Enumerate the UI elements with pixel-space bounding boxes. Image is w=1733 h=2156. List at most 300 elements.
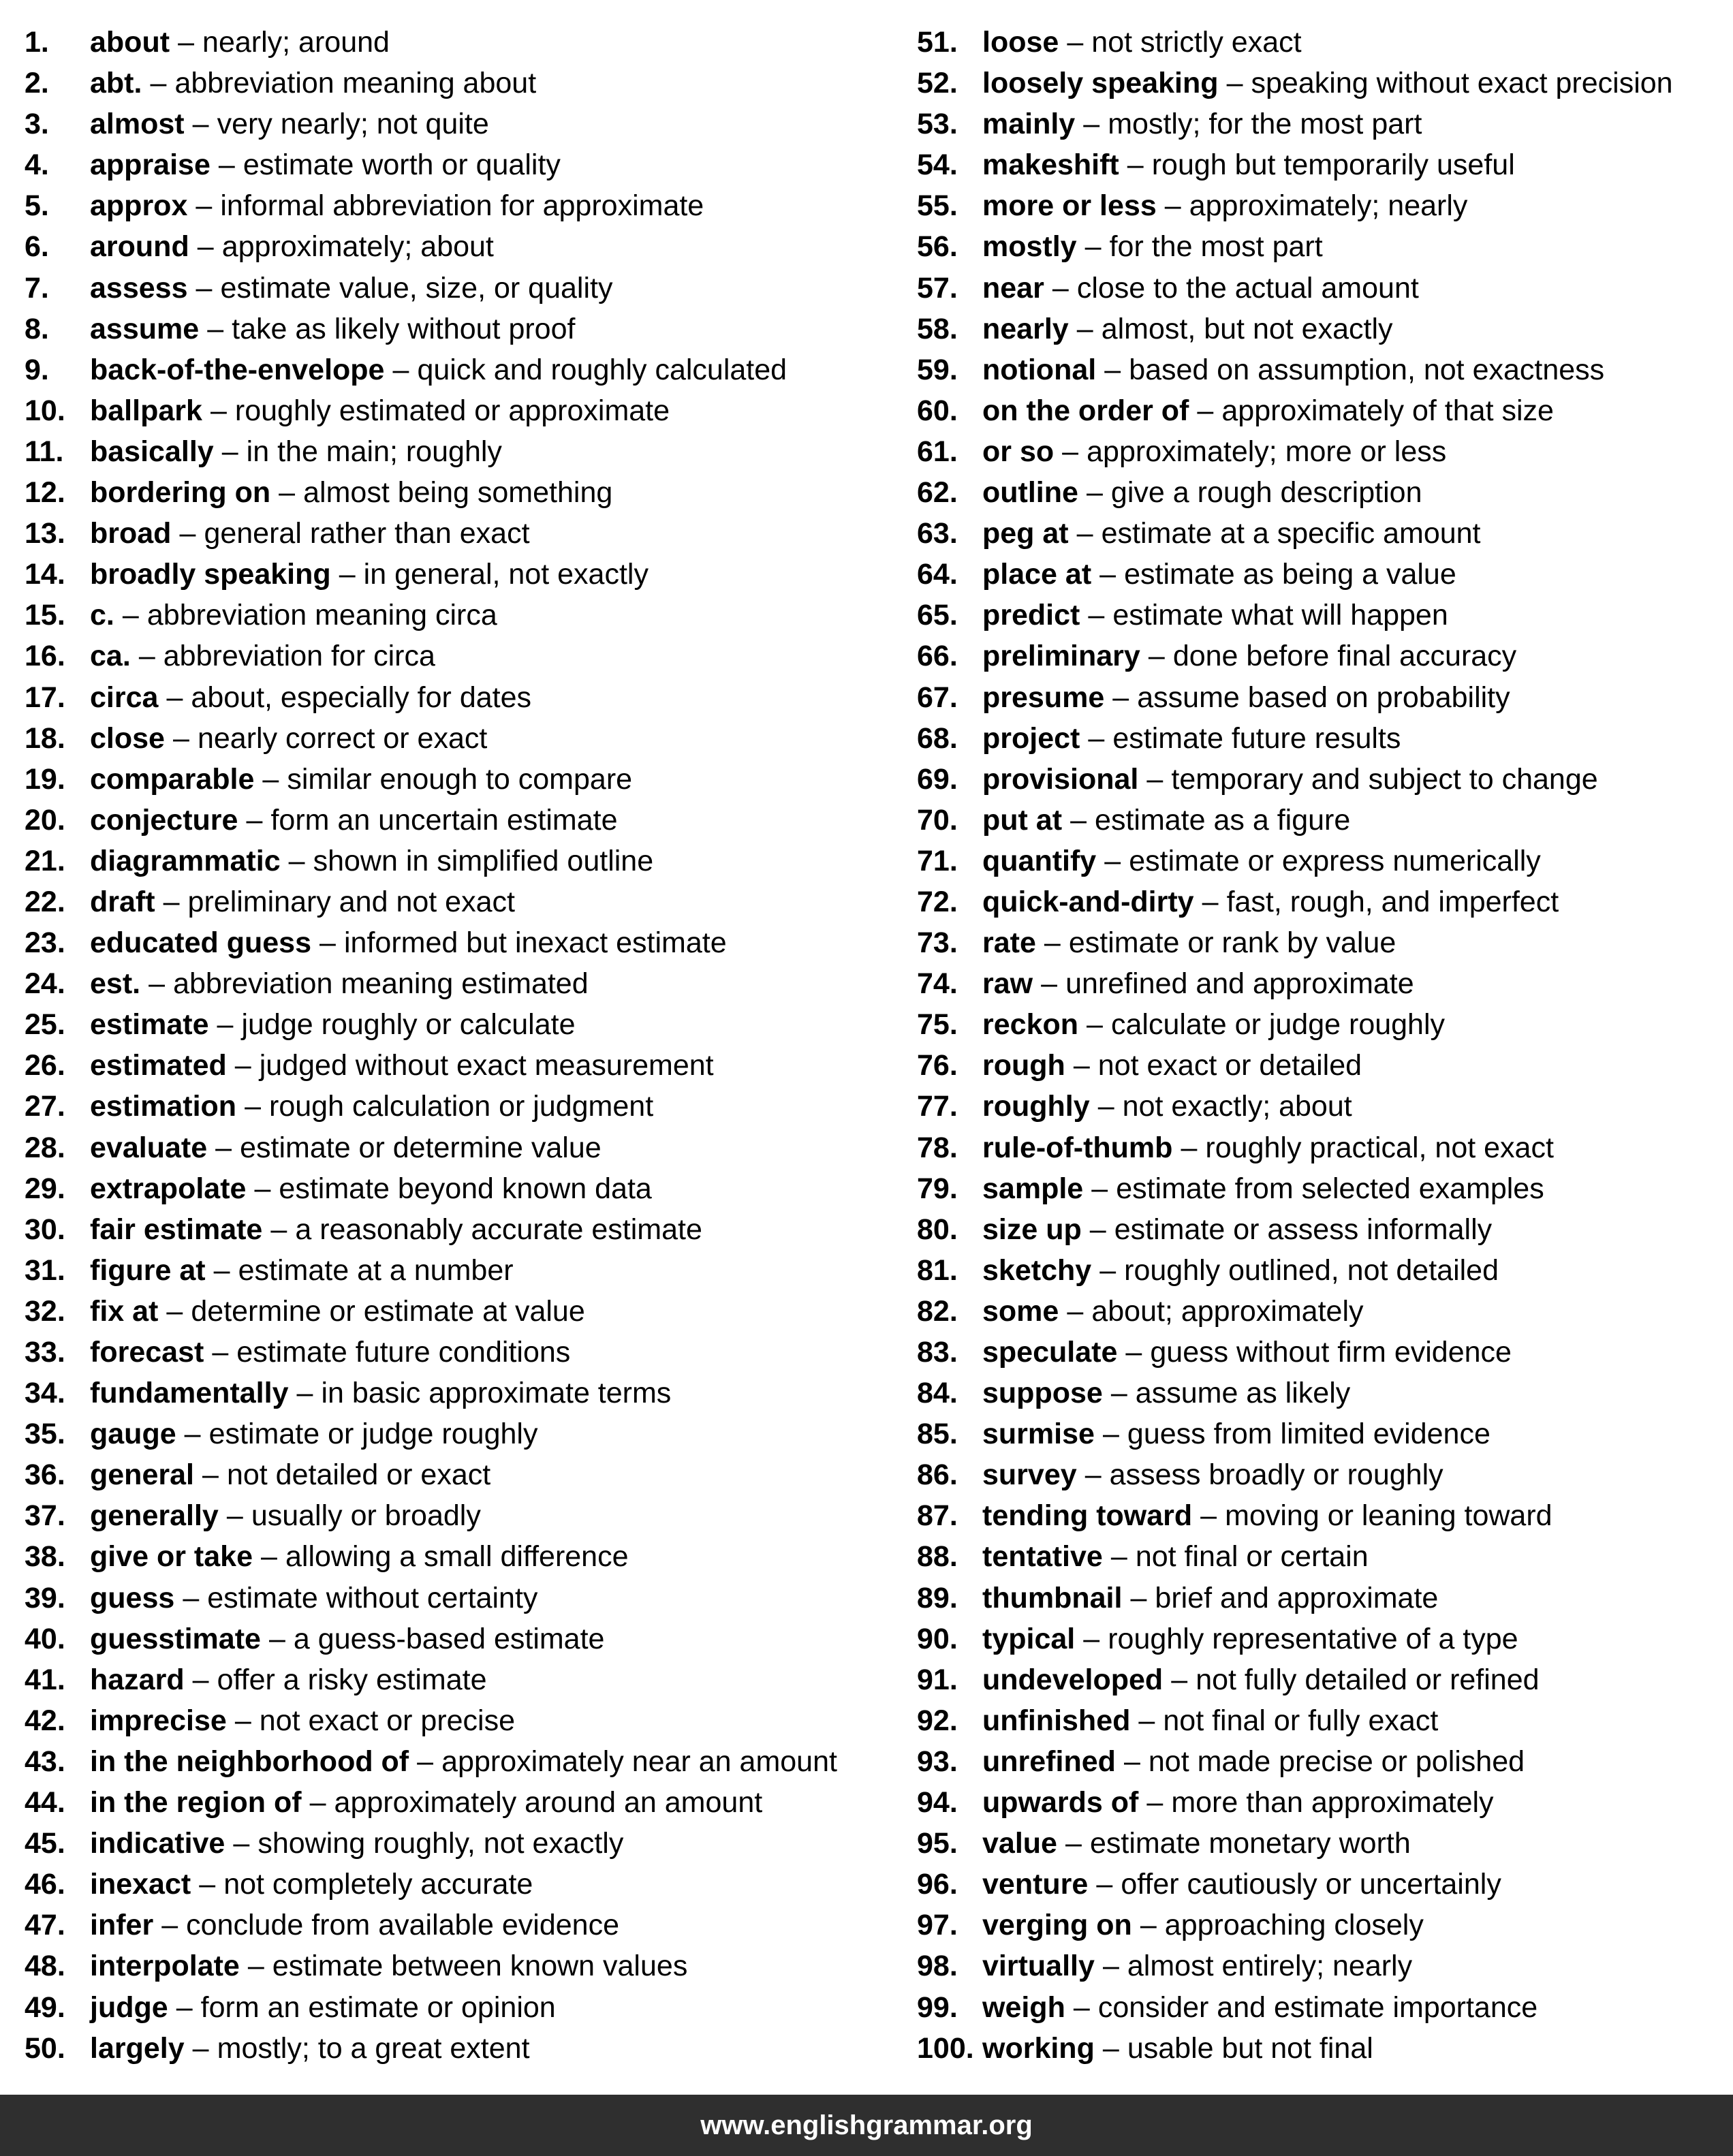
item-definition: fast, rough, and imperfect <box>1226 885 1559 918</box>
item-number: 94. <box>917 1786 958 1819</box>
item-term: about <box>90 26 170 59</box>
item-term: venture <box>982 1868 1089 1901</box>
item-definition: in basic approximate terms <box>321 1377 672 1410</box>
item-separator: – <box>192 2031 209 2065</box>
list-item <box>25 390 896 431</box>
item-number: 74. <box>917 967 958 1001</box>
item-number: 19. <box>25 762 65 796</box>
item-definition: estimate as a figure <box>1095 803 1351 837</box>
item-definition: not fully detailed or refined <box>1196 1663 1540 1696</box>
item-separator: – <box>1104 353 1121 386</box>
item-number: 15. <box>25 599 65 632</box>
item-definition: mostly; for the most part <box>1108 108 1422 141</box>
list-item <box>917 1495 1721 1536</box>
item-term: diagrammatic <box>90 844 281 877</box>
item-separator: – <box>1164 189 1181 223</box>
list-item <box>25 1700 896 1741</box>
item-definition: not final or fully exact <box>1163 1704 1439 1737</box>
item-number: 2. <box>25 67 49 100</box>
item-separator: – <box>247 1950 264 1983</box>
item-number: 89. <box>917 1581 958 1614</box>
list-item <box>25 63 896 104</box>
item-separator: – <box>196 189 213 223</box>
item-definition: form an uncertain estimate <box>270 803 618 837</box>
item-separator: – <box>234 1704 251 1737</box>
item-term: infer <box>90 1909 154 1942</box>
item-separator: – <box>234 1049 251 1082</box>
item-definition: approximately around an amount <box>334 1786 763 1819</box>
list-item <box>25 677 896 718</box>
list-item <box>25 718 896 759</box>
item-definition: estimate monetary worth <box>1089 1827 1411 1860</box>
list-item <box>917 1823 1721 1864</box>
item-term: generally <box>90 1499 219 1533</box>
item-term: guess <box>90 1581 175 1614</box>
item-term: interpolate <box>90 1950 240 1983</box>
item-definition: estimate worth or quality <box>243 149 561 182</box>
item-number: 90. <box>917 1622 958 1655</box>
list-item <box>25 1782 896 1823</box>
list-item <box>917 1127 1721 1168</box>
item-definition: moving or leaning toward <box>1225 1499 1552 1533</box>
list-item <box>917 185 1721 226</box>
item-number: 21. <box>25 844 65 877</box>
item-term: largely <box>90 2031 185 2065</box>
list-item <box>917 431 1721 472</box>
list-item <box>917 677 1721 718</box>
item-definition: rough but temporarily useful <box>1151 149 1515 182</box>
item-term: weigh <box>982 1990 1065 2024</box>
item-term: general <box>90 1458 194 1492</box>
item-definition: usually or broadly <box>251 1499 481 1533</box>
list-item <box>917 268 1721 309</box>
item-number: 57. <box>917 271 958 304</box>
item-term: sample <box>982 1172 1084 1205</box>
item-number: 23. <box>25 926 65 960</box>
item-number: 98. <box>917 1950 958 1983</box>
item-number: 32. <box>25 1294 65 1328</box>
item-term: thumbnail <box>982 1581 1123 1614</box>
list-item <box>25 1659 896 1700</box>
item-definition: estimate or express numerically <box>1129 844 1541 877</box>
item-term: conjecture <box>90 803 238 837</box>
item-separator: – <box>1073 1049 1090 1082</box>
item-number: 6. <box>25 230 49 264</box>
item-term: rough <box>982 1049 1065 1082</box>
item-number: 80. <box>917 1213 958 1246</box>
item-separator: – <box>1130 1581 1147 1614</box>
item-term: value <box>982 1827 1057 1860</box>
list-item <box>917 1209 1721 1250</box>
item-separator: – <box>339 558 356 591</box>
item-separator: – <box>1097 1090 1114 1123</box>
item-definition: quick and roughly calculated <box>417 353 787 386</box>
list-item <box>25 2028 896 2069</box>
item-separator: – <box>212 1336 229 1369</box>
item-separator: – <box>288 844 305 877</box>
item-number: 29. <box>25 1172 65 1205</box>
item-term: extrapolate <box>90 1172 247 1205</box>
item-definition: form an estimate or opinion <box>200 1990 556 2024</box>
item-separator: – <box>1138 1704 1155 1737</box>
item-term: outline <box>982 476 1078 510</box>
list-item <box>25 1373 896 1413</box>
list-item <box>25 1291 896 1332</box>
item-number: 53. <box>917 108 958 141</box>
footer-website-link[interactable]: www.englishgrammar.org <box>700 2110 1033 2140</box>
item-definition: nearly correct or exact <box>197 721 488 755</box>
item-separator: – <box>1099 558 1117 591</box>
item-term: on the order of <box>982 394 1189 427</box>
item-definition: mostly; to a great extent <box>217 2031 530 2065</box>
list-item <box>917 2028 1721 2069</box>
list-item <box>25 800 896 841</box>
item-separator: – <box>218 149 235 182</box>
item-term: figure at <box>90 1253 206 1287</box>
list-item <box>25 841 896 881</box>
item-term: gauge <box>90 1418 176 1451</box>
item-number: 83. <box>917 1336 958 1369</box>
list-item <box>917 759 1721 800</box>
list-item <box>917 390 1721 431</box>
item-definition: not final or certain <box>1135 1540 1369 1574</box>
item-number: 92. <box>917 1704 958 1737</box>
item-number: 11. <box>25 435 64 468</box>
item-definition: close to the actual amount <box>1076 271 1419 304</box>
item-number: 67. <box>917 681 958 714</box>
list-item <box>917 922 1721 963</box>
item-number: 27. <box>25 1090 65 1123</box>
item-definition: almost being something <box>303 476 613 510</box>
item-number: 45. <box>25 1827 65 1860</box>
item-definition: judged without exact measurement <box>259 1049 714 1082</box>
item-separator: – <box>1102 1950 1119 1983</box>
item-definition: approximately; nearly <box>1189 189 1468 223</box>
list-item <box>25 1495 896 1536</box>
list-item <box>917 1291 1721 1332</box>
list-item <box>25 268 896 309</box>
item-term: guesstimate <box>90 1622 261 1655</box>
item-term: peg at <box>982 517 1069 550</box>
item-definition: roughly estimated or approximate <box>234 394 670 427</box>
item-number: 34. <box>25 1377 65 1410</box>
item-separator: – <box>221 435 238 468</box>
item-separator: – <box>1123 1745 1140 1778</box>
item-number: 71. <box>917 844 958 877</box>
list-item <box>917 841 1721 881</box>
list-item <box>917 1619 1721 1659</box>
item-number: 82. <box>917 1294 958 1328</box>
item-separator: – <box>1052 271 1069 304</box>
item-separator: – <box>1086 476 1103 510</box>
item-number: 36. <box>25 1458 65 1492</box>
item-number: 76. <box>917 1049 958 1082</box>
item-term: mostly <box>982 230 1077 264</box>
item-definition: guess from limited evidence <box>1127 1418 1490 1451</box>
list-item <box>917 1987 1721 2028</box>
item-number: 88. <box>917 1540 958 1574</box>
item-term: close <box>90 721 165 755</box>
list-item <box>917 1864 1721 1905</box>
item-number: 81. <box>917 1253 958 1287</box>
item-separator: – <box>254 1172 271 1205</box>
item-number: 93. <box>917 1745 958 1778</box>
item-number: 33. <box>25 1336 65 1369</box>
item-number: 20. <box>25 803 65 837</box>
list-item <box>917 636 1721 676</box>
item-separator: – <box>270 1213 287 1246</box>
item-definition: estimate or judge roughly <box>208 1418 538 1451</box>
word-list <box>0 22 1733 2065</box>
item-term: ca. <box>90 640 131 673</box>
item-definition: estimate between known values <box>272 1950 688 1983</box>
item-number: 72. <box>917 885 958 918</box>
list-item <box>25 554 896 595</box>
list-item <box>25 1578 896 1619</box>
list-item <box>917 349 1721 390</box>
list-item <box>917 1946 1721 1986</box>
item-separator: – <box>178 26 194 59</box>
item-term: estimate <box>90 1008 209 1042</box>
item-number: 48. <box>25 1950 65 1983</box>
item-separator: – <box>1148 640 1165 673</box>
item-definition: not strictly exact <box>1091 26 1302 59</box>
list-item <box>917 144 1721 185</box>
item-definition: abbreviation meaning estimated <box>173 967 589 1001</box>
item-separator: – <box>245 1090 261 1123</box>
item-separator: – <box>1062 435 1079 468</box>
item-number: 10. <box>25 394 65 427</box>
footer-bar <box>0 2095 1733 2156</box>
item-definition: conclude from available evidence <box>186 1909 619 1942</box>
list-item <box>25 1987 896 2028</box>
item-separator: – <box>1041 967 1058 1001</box>
item-number: 5. <box>25 189 49 223</box>
list-item <box>25 881 896 922</box>
item-number: 95. <box>917 1827 958 1860</box>
list-item <box>917 22 1721 63</box>
item-separator: – <box>161 1909 178 1942</box>
item-number: 7. <box>25 271 49 304</box>
item-definition: assess broadly or roughly <box>1109 1458 1443 1492</box>
list-item <box>917 1086 1721 1127</box>
item-definition: similar enough to compare <box>287 762 633 796</box>
item-definition: preliminary and not exact <box>187 885 515 918</box>
list-item <box>25 1004 896 1045</box>
list-item <box>917 1659 1721 1700</box>
item-term: almost <box>90 108 185 141</box>
list-item <box>917 1905 1721 1946</box>
item-definition: not exact or detailed <box>1097 1049 1362 1082</box>
item-number: 56. <box>917 230 958 264</box>
item-separator: – <box>1197 394 1214 427</box>
item-definition: allowing a small difference <box>285 1540 629 1574</box>
item-term: back-of-the-envelope <box>90 353 385 386</box>
item-definition: about, especially for dates <box>191 681 532 714</box>
item-separator: – <box>173 721 189 755</box>
item-number: 12. <box>25 476 65 510</box>
list-item <box>25 104 896 144</box>
item-term: speculate <box>982 1336 1118 1369</box>
item-separator: – <box>1067 26 1084 59</box>
list-item <box>917 1004 1721 1045</box>
item-definition: nearly; around <box>202 26 390 59</box>
list-item <box>25 1127 896 1168</box>
list-item <box>917 800 1721 841</box>
item-number: 75. <box>917 1008 958 1042</box>
item-term: educated guess <box>90 926 311 960</box>
list-item <box>917 1454 1721 1495</box>
item-number: 66. <box>917 640 958 673</box>
item-definition: estimate value, size, or quality <box>220 271 613 304</box>
item-separator: – <box>1044 926 1061 960</box>
item-term: size up <box>982 1213 1082 1246</box>
list-item <box>917 1332 1721 1373</box>
list-item <box>25 1168 896 1209</box>
item-term: near <box>982 271 1044 304</box>
item-definition: estimate or determine value <box>240 1131 602 1164</box>
item-definition: roughly outlined, not detailed <box>1124 1253 1499 1287</box>
item-term: project <box>982 721 1080 755</box>
item-number: 1. <box>25 26 49 59</box>
item-separator: – <box>1096 1868 1113 1901</box>
item-definition: approximately; more or less <box>1087 435 1447 468</box>
item-number: 3. <box>25 108 49 141</box>
item-separator: – <box>1112 681 1129 714</box>
item-term: in the neighborhood of <box>90 1745 409 1778</box>
item-number: 8. <box>25 312 49 345</box>
item-number: 44. <box>25 1786 65 1819</box>
item-separator: – <box>1181 1131 1198 1164</box>
item-definition: estimate future conditions <box>236 1336 571 1369</box>
item-definition: based on assumption, not exactness <box>1129 353 1605 386</box>
list-item <box>917 1168 1721 1209</box>
item-separator: – <box>150 67 167 100</box>
list-item <box>917 1413 1721 1454</box>
item-definition: estimate at a number <box>238 1253 514 1287</box>
item-definition: offer cautiously or uncertainly <box>1121 1868 1501 1901</box>
item-definition: approximately near an amount <box>441 1745 837 1778</box>
item-term: roughly <box>982 1090 1090 1123</box>
item-term: rule-of-thumb <box>982 1131 1173 1164</box>
item-separator: – <box>1073 1990 1090 2024</box>
item-separator: – <box>149 967 166 1001</box>
list-item <box>25 1413 896 1454</box>
item-term: makeshift <box>982 149 1119 182</box>
item-term: mainly <box>982 108 1076 141</box>
item-separator: – <box>309 1786 326 1819</box>
item-definition: offer a risky estimate <box>217 1663 487 1696</box>
list-item <box>917 1741 1721 1782</box>
item-number: 31. <box>25 1253 65 1287</box>
item-number: 85. <box>917 1418 958 1451</box>
item-definition: estimate from selected examples <box>1116 1172 1544 1205</box>
item-number: 43. <box>25 1745 65 1778</box>
item-separator: – <box>1104 844 1121 877</box>
list-item <box>25 1619 896 1659</box>
item-number: 77. <box>917 1090 958 1123</box>
item-term: assess <box>90 271 188 304</box>
item-separator: – <box>138 640 155 673</box>
item-separator: – <box>1065 1827 1082 1860</box>
item-term: judge <box>90 1990 168 2024</box>
list-item <box>25 963 896 1004</box>
item-number: 61. <box>917 435 958 468</box>
item-term: imprecise <box>90 1704 227 1737</box>
item-separator: – <box>179 517 196 550</box>
list-item <box>917 1536 1721 1577</box>
item-term: suppose <box>982 1377 1103 1410</box>
item-number: 38. <box>25 1540 65 1574</box>
item-definition: not made precise or polished <box>1148 1745 1525 1778</box>
item-term: ballpark <box>90 394 202 427</box>
item-number: 35. <box>25 1418 65 1451</box>
list-item <box>25 185 896 226</box>
item-definition: estimate or assess informally <box>1114 1213 1493 1246</box>
item-definition: not detailed or exact <box>226 1458 491 1492</box>
item-definition: a reasonably accurate estimate <box>295 1213 702 1246</box>
item-definition: abbreviation for circa <box>163 640 435 673</box>
list-item <box>25 472 896 513</box>
item-term: surmise <box>982 1418 1095 1451</box>
item-separator: – <box>196 271 213 304</box>
item-definition: roughly practical, not exact <box>1205 1131 1554 1164</box>
item-number: 50. <box>25 2031 65 2065</box>
item-term: indicative <box>90 1827 225 1860</box>
list-item <box>25 513 896 554</box>
item-number: 30. <box>25 1213 65 1246</box>
item-definition: estimate as being a value <box>1124 558 1456 591</box>
item-definition: not exact or precise <box>259 1704 516 1737</box>
item-definition: estimate future results <box>1112 721 1401 755</box>
item-separator: – <box>319 926 336 960</box>
item-number: 91. <box>917 1663 958 1696</box>
item-term: undeveloped <box>982 1663 1164 1696</box>
list-item <box>917 1700 1721 1741</box>
item-term: raw <box>982 967 1033 1001</box>
item-number: 26. <box>25 1049 65 1082</box>
item-separator: – <box>207 312 224 345</box>
list-item <box>25 144 896 185</box>
item-separator: – <box>184 1418 201 1451</box>
item-term: abt. <box>90 67 142 100</box>
item-separator: – <box>262 762 279 796</box>
item-definition: showing roughly, not exactly <box>257 1827 624 1860</box>
item-separator: – <box>296 1377 313 1410</box>
list-item <box>25 1045 896 1086</box>
item-number: 96. <box>917 1868 958 1901</box>
item-term: or so <box>982 435 1055 468</box>
item-term: place at <box>982 558 1092 591</box>
item-definition: informal abbreviation for approximate <box>220 189 704 223</box>
item-definition: assume based on probability <box>1137 681 1510 714</box>
item-number: 51. <box>917 26 958 59</box>
list-item <box>25 1454 896 1495</box>
item-definition: in general, not exactly <box>363 558 649 591</box>
item-separator: – <box>122 599 139 632</box>
item-separator: – <box>246 803 263 837</box>
item-separator: – <box>1087 1008 1103 1042</box>
item-term: quick-and-dirty <box>982 885 1194 918</box>
item-definition: estimate what will happen <box>1112 599 1448 632</box>
item-number: 52. <box>917 67 958 100</box>
list-item <box>25 1905 896 1946</box>
item-separator: – <box>1089 1213 1106 1246</box>
item-term: loosely speaking <box>982 67 1219 100</box>
item-separator: – <box>163 885 180 918</box>
item-term: typical <box>982 1622 1076 1655</box>
item-term: quantify <box>982 844 1097 877</box>
